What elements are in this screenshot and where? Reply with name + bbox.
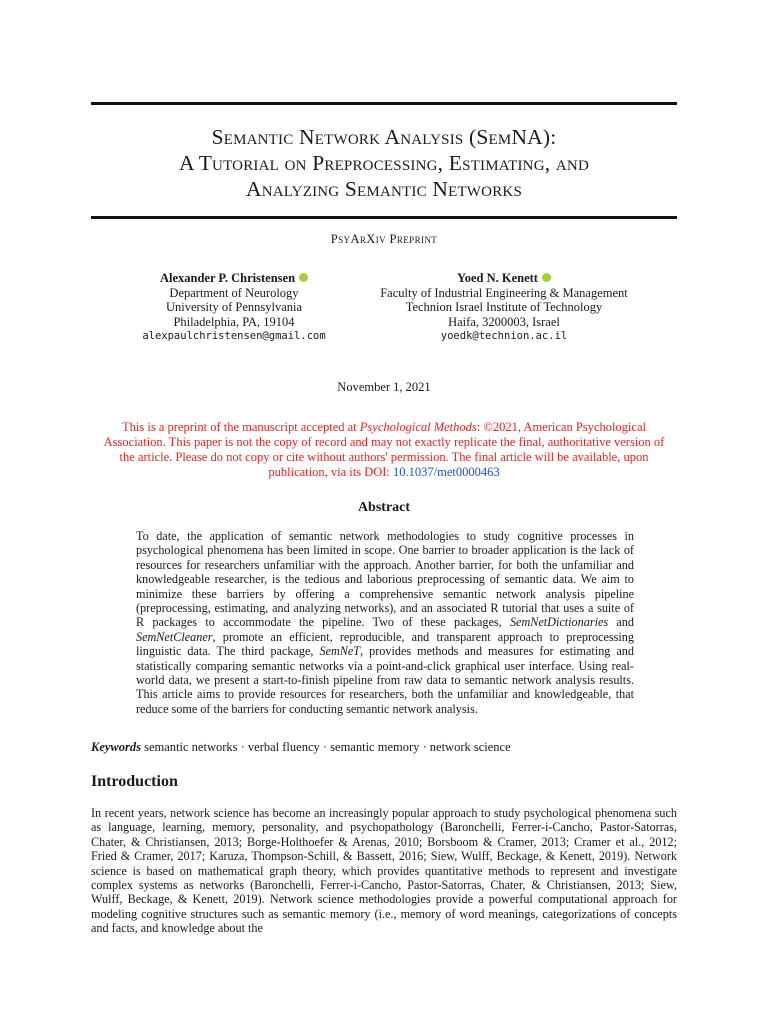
abstract-text-2: , promote an efficient, reproducible, and transparent approach to preprocessing linguistic data. The third package, — [136, 629, 634, 659]
author-location: Haifa, 3200003, Israel — [448, 314, 560, 329]
paper-title — [91, 124, 677, 202]
preprint-notice — [95, 420, 673, 480]
notice-text-2: : ©2021, American Psychological Association. This paper is not the copy of record and may not exactly replicate the final, authoritative version of the article. Please do not copy or cite without authors' permission. The final article will be available, upon publication, via its DOI: — [103, 420, 665, 479]
package-name: SemNetCleaner — [136, 629, 213, 644]
abstract-and: and — [608, 615, 634, 630]
author-email[interactable]: yoedk@technion.ac.il — [440, 330, 568, 343]
notice-journal: Psychological Methods — [359, 420, 477, 434]
introduction-body: In recent years, network science has become an increasingly popular approach to study psychological phenomena such as language, learning, memory, personality, and psychopathology (Baronchelli, Ferrer-i-Cancho, Pastor-Satorras, Chater, & Christiansen, 2013; Borge-Holthoefer & Arenas, 2010; Borsboom & Cramer, 2013; Cramer et al., 2012; Fried & Cramer, 2017; Karuza, Thompson-Schill, & Bassett, 2016; Siew, Wulff, Beckage, & Kenett, 2019). Network science is based on mathematical graph theory, which provides quantitative methods to represent and investigate complex systems as networks (Baronchelli, Ferrer-i-Cancho, Pastor-Satorras, Chater, & Christiansen, 2013; Siew, Wulff, Beckage, & Kenett, 2019). Network science methodologies provide a powerful computational approach for modeling cognitive structures such as semantic memory (i.e., memory of word meanings, categorizations of concepts and facts, and knowledge about the — [91, 806, 677, 936]
orcid-icon[interactable] — [299, 273, 308, 282]
publication-date: November 1, 2021 — [337, 380, 431, 394]
author-block-1 — [118, 271, 350, 344]
author-department: Faculty of Industrial Engineering & Management — [380, 285, 628, 300]
package-name: SemNeT — [319, 644, 361, 659]
author-institution: University of Pennsylvania — [165, 300, 303, 315]
title-top-rule — [91, 102, 677, 105]
author-institution: Technion Israel Institute of Technology — [405, 300, 603, 315]
abstract-body — [136, 529, 634, 716]
title-line-2: A Tutorial on Preprocessing, Estimating, and — [178, 151, 589, 175]
keywords — [91, 740, 681, 755]
author-location: Philadelphia, PA, 19104 — [173, 314, 295, 329]
abstract-text-3: , provides methods and measures for estimating and statistically comparing semantic networks via a point-and-click graphical user interface. Using real-world data, we present a start-to-finish pipeline from raw data to semantic network analysis results. This article aims to provide resources for researchers, both the unfamiliar and knowledgeable, that reduce some of the barriers for conducting semantic network analysis. — [136, 644, 634, 716]
title-line-1: Semantic Network Analysis (SemNA): — [211, 125, 557, 149]
package-name: SemNetDictionaries — [509, 615, 609, 630]
author-name: Yoed N. Kenett — [457, 271, 538, 285]
title-bottom-rule — [91, 216, 677, 219]
author-department: Department of Neurology — [169, 285, 299, 300]
keywords-list: semantic networks · verbal fluency · semantic memory · network science — [141, 740, 511, 754]
introduction-heading: Introduction — [91, 773, 178, 790]
doi-link[interactable]: 10.1037/met0000463 — [393, 465, 500, 479]
abstract-heading: Abstract — [357, 500, 411, 515]
author-email[interactable]: alexpaulchristensen@gmail.com — [142, 330, 326, 343]
notice-text-1: This is a preprint of the manuscript accepted at — [122, 420, 360, 434]
preprint-label: PsyArXiv Preprint — [330, 232, 438, 246]
title-line-3: Analyzing Semantic Networks — [246, 177, 522, 201]
abstract-text-1: To date, the application of semantic network methodologies to study cognitive processes in psychological phenomena has been limited in scope. One barrier to broader application is the lack of resources for researchers unfamiliar with the approach. Another barrier, for both the unfamiliar and knowledgeable researcher, is the tedious and laborious preprocessing of semantic data. We aim to minimize these barriers by offering a comprehensive semantic network analysis pipeline (preprocessing, estimating, and analyzing networks), and an associated R tutorial that uses a suite of R packages to accommodate the pipeline. Two of these packages, — [136, 529, 634, 630]
orcid-icon[interactable] — [542, 273, 551, 282]
keywords-label: Keywords — [91, 740, 141, 754]
author-block-2 — [360, 271, 648, 344]
author-name: Alexander P. Christensen — [159, 271, 296, 285]
